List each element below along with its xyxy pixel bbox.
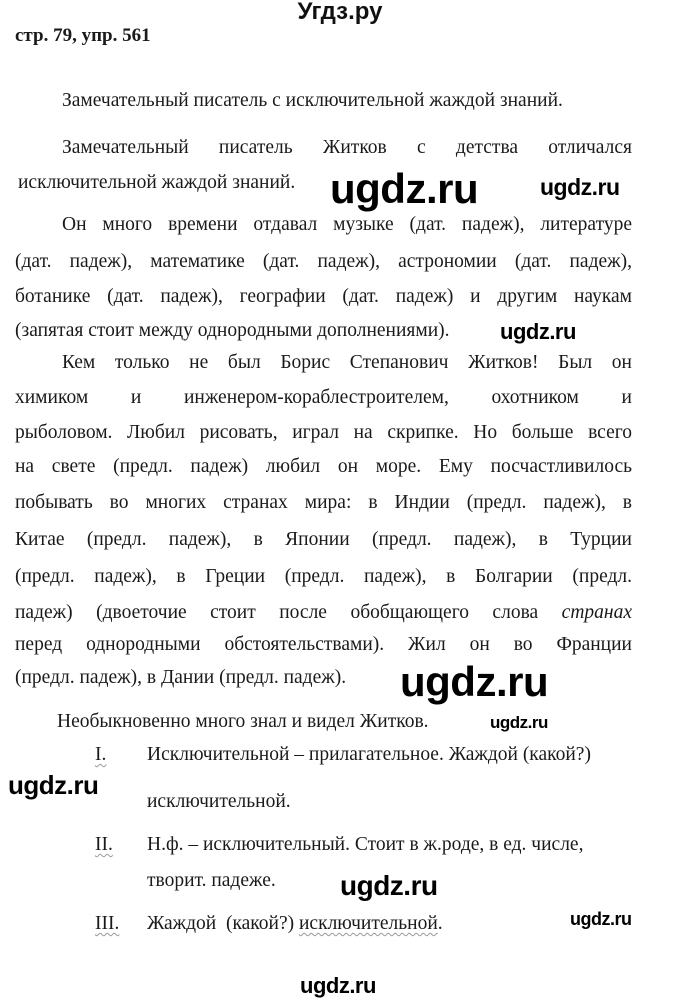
watermark: ugdz.ru [540, 174, 620, 200]
para4-line: на свете (предл. падеж) любил он море. Ему посчастливилось [15, 456, 632, 477]
watermark: ugdz.ru [570, 909, 632, 929]
site-title: Угдз.ру [297, 0, 383, 25]
analysis-num: I. [95, 744, 107, 765]
watermark: ugdz.ru [400, 658, 549, 705]
analysis-line: Н.ф. – исключительный. Стоит в ж.роде, в ед. числе, [147, 834, 584, 855]
para4-line [15, 601, 632, 625]
watermark: ugdz.ru [8, 770, 99, 800]
para4-line: рыболовом. Любил рисовать, играл на скрипке. Но больше всего [15, 422, 632, 443]
watermark: ugdz.ru [330, 165, 479, 212]
watermark: ugdz.ru [500, 319, 576, 344]
analysis-num: II. [95, 834, 113, 855]
analysis-text: . [437, 913, 443, 934]
para4-line: Кем только не был Борис Степанович Житков! Был он [62, 352, 632, 373]
analysis-text: Жаждой (какой?) [147, 913, 299, 934]
analysis-line: исключительной. [147, 791, 291, 812]
para4-line: химиком и инженером-кораблестроителем, охотником и [15, 387, 632, 408]
para4-line: побывать во многих странах мира: в Индии (предл. падеж), в [15, 492, 632, 513]
para2-line: Замечательный писатель Житков с детства отличался [62, 137, 632, 158]
para2-line: исключительной жаждой знаний. [18, 172, 296, 193]
italic-word: странах [561, 602, 632, 623]
para3-line: (запятая стоит между однородными дополнениями). [15, 320, 450, 341]
analysis-text: исключительной [299, 913, 438, 934]
para4-line: Китае (предл. падеж), в Японии (предл. падеж), в Турции [15, 529, 632, 550]
para3-line: ботанике (дат. падеж), географии (дат. падеж) и другим наукам [15, 286, 632, 307]
para4-text: падеж) (двоеточие стоит после обобщающего слова [15, 602, 539, 623]
sentence-5: Необыкновенно много знал и видел Житков. [57, 711, 429, 732]
para3-line: Он много времени отдавал музыке (дат. падеж), литературе [62, 214, 632, 235]
para3-line: (дат. падеж), математике (дат. падеж), астрономии (дат. падеж), [15, 251, 632, 272]
exercise-heading: стр. 79, упр. 561 [15, 25, 151, 46]
watermark: ugdz.ru [300, 973, 376, 998]
analysis-line: Исключительной – прилагательное. Жаждой (какой?) [147, 744, 591, 765]
sentence-1: Замечательный писатель с исключительной жаждой знаний. [62, 90, 563, 111]
para4-line: (предл. падеж), в Дании (предл. падеж). [15, 667, 347, 688]
para4-line: (предл. падеж), в Греции (предл. падеж), в Болгарии (предл. [15, 566, 632, 587]
watermark: ugdz.ru [490, 713, 548, 732]
analysis-line [147, 912, 443, 936]
para4-line: перед однородными обстоятельствами). Жил он во Франции [15, 634, 632, 655]
watermark: ugdz.ru [340, 870, 438, 901]
analysis-num: III. [95, 913, 120, 934]
analysis-line: творит. падеже. [147, 870, 276, 891]
